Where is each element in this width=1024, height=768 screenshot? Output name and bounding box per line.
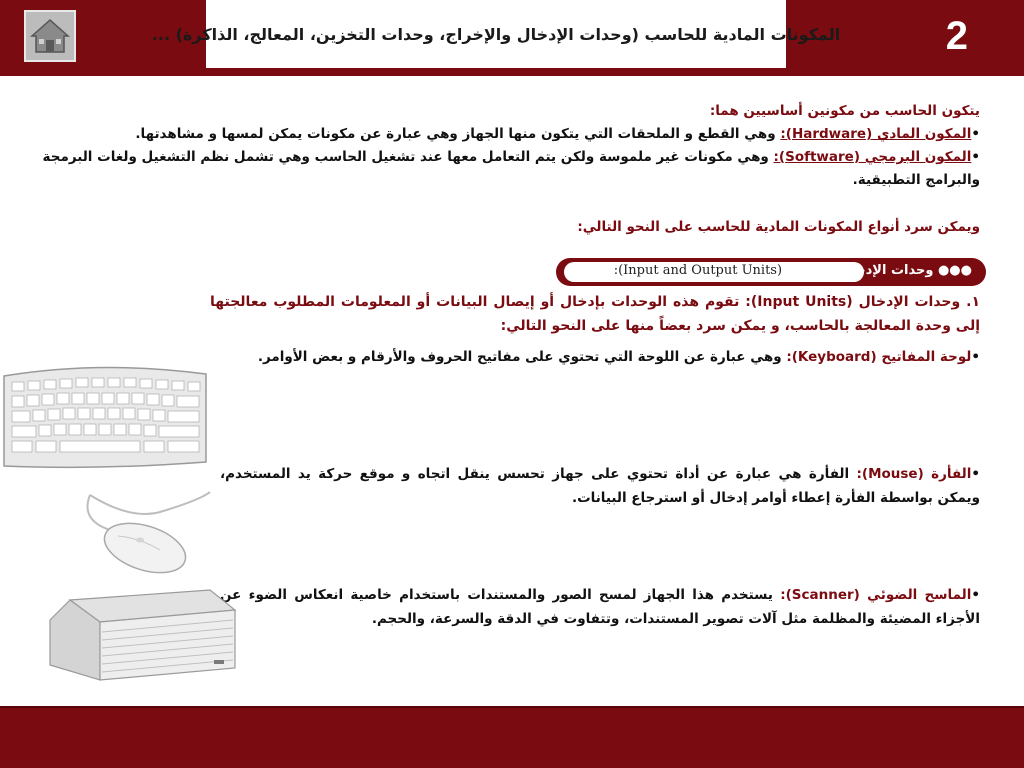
keyboard-text: وهي عبارة عن اللوحة التي تحتوي على مفاتيح الحروف والأرقام و بعض الأوامر. xyxy=(257,349,787,365)
software-text: وهي مكونات غير ملموسة ولكن يتم التعامل معها عند تشغيل الحاسب وهي تشمل نظم التشغيل ولغات البرمجة والبرامج التطبيقية. xyxy=(42,149,980,188)
units-label-ar: وحدات الإدخال والإخراج xyxy=(782,263,934,278)
home-icon xyxy=(26,12,74,60)
top-bar xyxy=(0,0,1024,76)
slide-number: 2 xyxy=(945,14,968,58)
scanner-image xyxy=(40,580,245,690)
keyboard-term: لوحة المفاتيح (Keyboard): xyxy=(786,349,972,365)
hardware-text: وهي القطع و الملحقات التي يتكون منها الجهاز وهي عبارة عن مكونات يمكن لمسها و مشاهدتها. xyxy=(135,126,781,142)
hardware-item: •المكون المادي (Hardware): وهي القطع و الملحقات التي يتكون منها الجهاز وهي عبارة عن مكونات يمكن لمسها و مشاهدتها. xyxy=(135,126,980,142)
units-label-en: (Input and Output Units): xyxy=(613,263,783,278)
slide-title: المكونات المادية للحاسب (وحدات الإدخال والإخراج، وحدات التخزين، المعالج، الذاكرة) ... xyxy=(151,24,841,44)
input-units-text: تقوم هذه الوحدات بإدخال أو إيصال البيانات أو المعلومات المطلوب معالجتها إلى وحدة المعالجة بالحاسب، و يمكن سرد بعضاً منها على النحو التالي: xyxy=(210,294,980,334)
keyboard-image xyxy=(0,358,210,473)
software-term: المكون البرمجي (Software): xyxy=(773,149,972,165)
mouse-text: الفأرة هي عبارة عن أداة تحتوي على جهاز تحسس ينقل اتجاه و موقع حركة يد المستخدم، ويمكن بواسطة الفأرة إعطاء أوامر إدخال أو استرجاع البيانات. xyxy=(220,466,980,506)
slide-title-box xyxy=(151,0,841,68)
input-units-block xyxy=(210,290,980,338)
hardware-term: المكون المادي (Hardware): xyxy=(780,126,972,142)
mouse-item: •الفأرة (Mouse): الفأرة هي عبارة عن أداة تحتوي على جهاز تحسس ينقل اتجاه و موقع حركة يد المستخدم، ويمكن بواسطة الفأرة إعطاء أوامر إدخال أو استرجاع البيانات. xyxy=(220,466,980,506)
scanner-item: •الماسح الضوئي (Scanner): يستخدم هذا الجهاز لمسح الصور والمستندات باستخدام خاصية انعكاس الضوء عن الأجزاء المضيئة والمظلمة مثل آلات تصوير المستندات، وتتفاوت في الدقة والسرعة، والحجم. xyxy=(220,587,980,627)
scanner-term: الماسح الضوئي (Scanner): xyxy=(780,587,972,603)
scanner-text: يستخدم هذا الجهاز لمسح الصور والمستندات باستخدام خاصية انعكاس الضوء عن الأجزاء المضيئة والمظلمة مثل آلات تصوير المستندات، وتتفاوت في الدقة والسرعة، والحجم. xyxy=(220,587,980,627)
listing-heading: ويمكن سرد أنواع المكونات المادية للحاسب على النحو التالي: xyxy=(577,219,980,235)
intro-section xyxy=(40,100,980,239)
input-units-lead: ١. وحدات الإدخال xyxy=(858,294,981,310)
mouse-term: الفأرة (Mouse): xyxy=(856,466,972,482)
mouse-image xyxy=(70,490,220,585)
keyboard-item: •لوحة المفاتيح (Keyboard): وهي عبارة عن اللوحة التي تحتوي على مفاتيح الحروف والأرقام و بعض الأوامر. xyxy=(257,349,980,365)
footer-bar xyxy=(0,708,1024,768)
intro-heading: يتكون الحاسب من مكونين أساسيين هما: xyxy=(709,103,980,119)
units-banner xyxy=(556,258,986,286)
units-banner-label: ●●● وحدات الإدخال والإخراج(Input and Output Units): xyxy=(613,263,972,278)
home-button[interactable] xyxy=(24,10,76,62)
input-units-term: (Input Units): xyxy=(739,294,859,310)
software-item: •المكون البرمجي (Software): وهي مكونات غير ملموسة ولكن يتم التعامل معها عند تشغيل الحاسب وهي تشمل نظم التشغيل ولغات البرمجة والبرامج التطبيقية. xyxy=(42,149,980,188)
